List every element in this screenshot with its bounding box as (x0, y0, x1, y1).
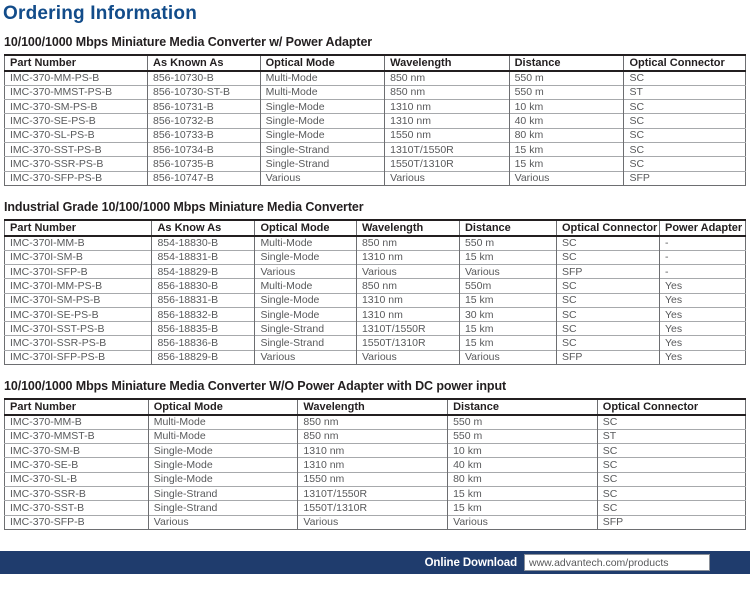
table-cell: ST (624, 85, 746, 99)
table-cell: IMC-370-MM-B (5, 415, 149, 429)
table-cell: Single-Strand (148, 501, 298, 515)
table-cell: Single-Mode (255, 307, 357, 321)
table-cell: IMC-370I-SFP-PS-B (5, 350, 152, 364)
table-cell: 856-18830-B (152, 279, 255, 293)
table-cell: IMC-370I-MM-B (5, 236, 152, 250)
table-cell: 854-18829-B (152, 264, 255, 278)
table-cell: IMC-370-SFP-PS-B (5, 171, 148, 185)
table-cell: SC (624, 157, 746, 171)
table-cell: 854-18831-B (152, 250, 255, 264)
table-cell: IMC-370-MMST-PS-B (5, 85, 148, 99)
table-row (5, 71, 746, 85)
table-cell: 1310 nm (298, 458, 448, 472)
download-url-link[interactable]: www.advantech.com/products (529, 556, 669, 569)
table-cell: Single-Mode (255, 250, 357, 264)
table-cell: Single-Strand (148, 487, 298, 501)
table-cell: Various (298, 515, 448, 529)
table-cell: IMC-370I-SE-PS-B (5, 307, 152, 321)
table-cell: SFP (624, 171, 746, 185)
table-cell: Single-Mode (255, 293, 357, 307)
table-row (5, 114, 746, 128)
table-cell: Multi-Mode (148, 415, 298, 429)
table-cell: Multi-Mode (260, 85, 384, 99)
table-cell: - (659, 236, 745, 250)
table-cell: SC (557, 250, 660, 264)
table-cell: Single-Mode (148, 444, 298, 458)
table-cell: Multi-Mode (255, 279, 357, 293)
table-row (5, 444, 746, 458)
table-cell: - (659, 250, 745, 264)
column-header: Optical Connector (624, 55, 746, 71)
table-cell: IMC-370-SFP-B (5, 515, 149, 529)
table-cell: Multi-Mode (255, 236, 357, 250)
table-cell: 856-10732-B (148, 114, 261, 128)
table-cell: Single-Mode (148, 472, 298, 486)
table-cell: Various (448, 515, 598, 529)
table-cell: SC (557, 236, 660, 250)
table-cell: Various (459, 350, 556, 364)
table-row (5, 487, 746, 501)
table-cell: Single-Mode (260, 128, 384, 142)
table-row (5, 429, 746, 443)
download-url-box (524, 554, 710, 571)
table-cell: 15 km (459, 250, 556, 264)
table-cell: SC (624, 142, 746, 156)
table-cell: 856-18836-B (152, 336, 255, 350)
table-row (5, 501, 746, 515)
table-cell: Yes (659, 322, 745, 336)
table-cell: Various (255, 264, 357, 278)
column-header: Part Number (5, 220, 152, 236)
page-title: Ordering Information (3, 3, 197, 24)
table-cell: 1310 nm (385, 100, 509, 114)
table-cell: 15 km (459, 336, 556, 350)
table-cell: Single-Mode (260, 114, 384, 128)
table-cell: 550 m (448, 429, 598, 443)
table-cell: 1310 nm (356, 293, 459, 307)
table-cell: IMC-370-SL-PS-B (5, 128, 148, 142)
column-header: Distance (448, 399, 598, 415)
header-row (5, 399, 746, 415)
table-cell: Single-Strand (255, 336, 357, 350)
table-row (5, 415, 746, 429)
table-cell: 10 km (509, 100, 624, 114)
table-cell: 15 km (459, 322, 556, 336)
table-cell: SC (624, 100, 746, 114)
column-header: As Known As (148, 55, 261, 71)
table-cell: 80 km (509, 128, 624, 142)
column-header: Wavelength (385, 55, 509, 71)
table-cell: IMC-370I-MM-PS-B (5, 279, 152, 293)
table-cell: Various (385, 171, 509, 185)
table-cell: 40 km (448, 458, 598, 472)
table-cell: 1310T/1550R (356, 322, 459, 336)
table-cell: 1310 nm (356, 250, 459, 264)
section-power-adapter (0, 35, 750, 186)
table-cell: 550 m (509, 71, 624, 85)
table-cell: IMC-370I-SFP-B (5, 264, 152, 278)
table-cell: Yes (659, 307, 745, 321)
table-cell: Yes (659, 293, 745, 307)
ordering-table-industrial (4, 219, 746, 365)
table-cell: SFP (557, 350, 660, 364)
table-cell: 550 m (448, 415, 598, 429)
table-cell: 856-10730-B (148, 71, 261, 85)
table-cell: 856-10734-B (148, 142, 261, 156)
table-cell: Yes (659, 279, 745, 293)
table-cell: 15 km (459, 293, 556, 307)
table-cell: Single-Mode (148, 458, 298, 472)
table-cell: 850 nm (385, 71, 509, 85)
table-cell: SC (624, 114, 746, 128)
table-cell: IMC-370I-SM-PS-B (5, 293, 152, 307)
table-cell: 1550 nm (385, 128, 509, 142)
table-cell: 1550T/1310R (298, 501, 448, 515)
table-cell: 856-10735-B (148, 157, 261, 171)
table-cell: Multi-Mode (148, 429, 298, 443)
column-header: As Know As (152, 220, 255, 236)
table-cell: 15 km (509, 157, 624, 171)
table-cell: 15 km (448, 501, 598, 515)
table-cell: SC (557, 279, 660, 293)
table-cell: 856-10730-ST-B (148, 85, 261, 99)
table-cell: 856-10747-B (148, 171, 261, 185)
table-cell: IMC-370I-SSR-PS-B (5, 336, 152, 350)
table-row (5, 307, 746, 321)
table-cell: 40 km (509, 114, 624, 128)
table-row (5, 171, 746, 185)
table-cell: SFP (597, 515, 745, 529)
table-row (5, 350, 746, 364)
table-cell: 1310 nm (385, 114, 509, 128)
table-cell: SC (624, 128, 746, 142)
section-heading: 10/100/1000 Mbps Miniature Media Converter w/ Power Adapter (4, 35, 373, 49)
table-cell: IMC-370-SST-PS-B (5, 142, 148, 156)
table-cell: Various (255, 350, 357, 364)
section-heading: 10/100/1000 Mbps Miniature Media Converter W/O Power Adapter with DC power input (4, 379, 507, 394)
table-row (5, 293, 746, 307)
table-row (5, 157, 746, 171)
table-cell: IMC-370-SST-B (5, 501, 149, 515)
header-row (5, 220, 746, 236)
column-header: Optical Connector (557, 220, 660, 236)
table-cell: ST (597, 429, 745, 443)
table-cell: 850 nm (356, 236, 459, 250)
table-cell: IMC-370-SM-B (5, 444, 149, 458)
table-row (5, 142, 746, 156)
section-wo-power-adapter (0, 379, 750, 530)
table-cell: 550m (459, 279, 556, 293)
table-cell: 550 m (509, 85, 624, 99)
table-cell: IMC-370-SM-PS-B (5, 100, 148, 114)
table-cell: 850 nm (298, 415, 448, 429)
table-cell: SC (597, 415, 745, 429)
column-header: Power Adapter (659, 220, 745, 236)
table-cell: SC (624, 71, 746, 85)
table-cell: 850 nm (298, 429, 448, 443)
table-cell: 854-18830-B (152, 236, 255, 250)
table-cell: SC (557, 336, 660, 350)
table-cell: 850 nm (385, 85, 509, 99)
table-cell: SC (557, 322, 660, 336)
table-row (5, 85, 746, 99)
table-cell: 550 m (459, 236, 556, 250)
table-cell: IMC-370-SL-B (5, 472, 149, 486)
table-cell: Various (148, 515, 298, 529)
table-cell: Single-Mode (260, 100, 384, 114)
table-cell: SC (557, 293, 660, 307)
table-cell: 1310T/1550R (298, 487, 448, 501)
table-cell: IMC-370-SE-PS-B (5, 114, 148, 128)
table-cell: Single-Strand (255, 322, 357, 336)
table-cell: 856-18832-B (152, 307, 255, 321)
column-header: Wavelength (356, 220, 459, 236)
table-row (5, 458, 746, 472)
table-cell: Single-Strand (260, 157, 384, 171)
table-cell: Various (356, 350, 459, 364)
column-header: Part Number (5, 55, 148, 71)
ordering-table-power-adapter (4, 54, 746, 186)
header-row (5, 55, 746, 71)
table-cell: 15 km (509, 142, 624, 156)
table-cell: IMC-370-MM-PS-B (5, 71, 148, 85)
table-cell: IMC-370I-SST-PS-B (5, 322, 152, 336)
table-cell: 856-18831-B (152, 293, 255, 307)
table-row (5, 472, 746, 486)
table-row (5, 250, 746, 264)
table-cell: Various (260, 171, 384, 185)
table-cell: SFP (557, 264, 660, 278)
table-cell: 80 km (448, 472, 598, 486)
table-cell: SC (597, 444, 745, 458)
table-cell: 1550T/1310R (385, 157, 509, 171)
table-cell: 1550T/1310R (356, 336, 459, 350)
table-cell: 856-18835-B (152, 322, 255, 336)
online-download-label: Online Download (424, 556, 517, 569)
table-cell: Various (509, 171, 624, 185)
column-header: Part Number (5, 399, 149, 415)
table-cell: Multi-Mode (260, 71, 384, 85)
table-cell: IMC-370-SSR-PS-B (5, 157, 148, 171)
table-cell: IMC-370-MMST-B (5, 429, 149, 443)
table-cell: SC (597, 458, 745, 472)
column-header: Optical Mode (148, 399, 298, 415)
table-cell: 1550 nm (298, 472, 448, 486)
ordering-table-dc-power (4, 398, 746, 530)
table-cell: IMC-370-SE-B (5, 458, 149, 472)
column-header: Optical Mode (255, 220, 357, 236)
table-cell: Various (459, 264, 556, 278)
table-row (5, 128, 746, 142)
section-industrial-grade (0, 200, 750, 365)
table-cell: 856-10733-B (148, 128, 261, 142)
table-cell: 856-10731-B (148, 100, 261, 114)
table-row (5, 264, 746, 278)
table-row (5, 322, 746, 336)
column-header: Wavelength (298, 399, 448, 415)
table-cell: 1310 nm (356, 307, 459, 321)
table-cell: SC (597, 487, 745, 501)
table-cell: IMC-370-SSR-B (5, 487, 149, 501)
table-cell: Various (356, 264, 459, 278)
table-row (5, 515, 746, 529)
table-row (5, 100, 746, 114)
table-cell: 1310 nm (298, 444, 448, 458)
column-header: Optical Connector (597, 399, 745, 415)
table-cell: Yes (659, 350, 745, 364)
table-cell: SC (597, 472, 745, 486)
table-cell: 30 km (459, 307, 556, 321)
online-download-bar (0, 551, 750, 574)
table-cell: SC (597, 501, 745, 515)
section-heading: Industrial Grade 10/100/1000 Mbps Miniature Media Converter (4, 199, 364, 214)
column-header: Distance (459, 220, 556, 236)
table-cell: Yes (659, 336, 745, 350)
column-header: Optical Mode (260, 55, 384, 71)
table-cell: 1310T/1550R (385, 142, 509, 156)
table-row (5, 336, 746, 350)
table-cell: 10 km (448, 444, 598, 458)
table-cell: 850 nm (356, 279, 459, 293)
table-cell: SC (557, 307, 660, 321)
table-cell: - (659, 264, 745, 278)
table-row (5, 279, 746, 293)
table-cell: 856-18829-B (152, 350, 255, 364)
table-cell: 15 km (448, 487, 598, 501)
table-cell: IMC-370I-SM-B (5, 250, 152, 264)
table-row (5, 236, 746, 250)
table-cell: Single-Strand (260, 142, 384, 156)
column-header: Distance (509, 55, 624, 71)
